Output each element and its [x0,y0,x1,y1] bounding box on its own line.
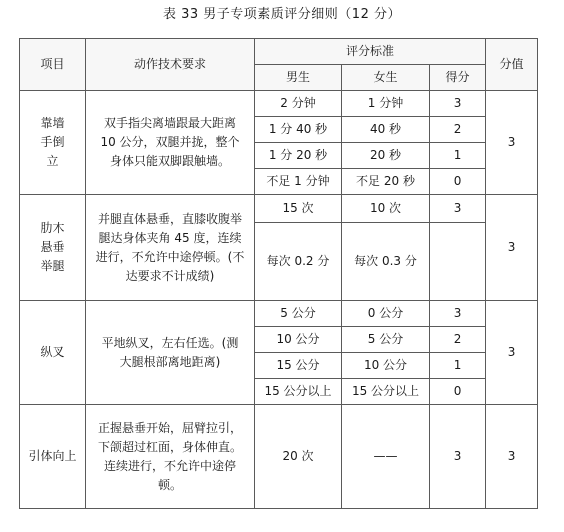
points-cell: 1 [430,353,486,379]
male-standard: 1 分 40 秒 [255,117,342,143]
male-standard: 10 公分 [255,327,342,353]
item-name [20,195,86,301]
requirement-line: 顿。 [157,477,182,492]
header-criteria: 评分标准 [255,39,486,65]
male-standard: 15 公分以上 [255,379,342,405]
requirement-line: 双手指尖离墙跟最大距离 [103,116,236,130]
requirement-line: 腿达身体夹角 45 度，连续 [98,230,242,245]
item-name-line: 肋木 [40,221,65,235]
female-standard: —— [342,405,430,509]
item-name [20,405,86,509]
points-cell: 3 [430,301,486,327]
points-cell: 3 [430,91,486,117]
requirement-line: 10 公分，双腿并拢，整个 [100,135,240,149]
item-name-line: 引体向上 [28,449,77,463]
item-value: 3 [486,405,538,509]
item-name-line: 靠墙 [40,116,65,130]
item-name-line: 举腿 [40,259,65,273]
male-standard: 5 公分 [255,301,342,327]
female-standard: 5 公分 [342,327,430,353]
male-standard: 2 分钟 [255,91,342,117]
requirement-line: 达要求不计成绩) [125,268,215,283]
points-cell: 3 [430,195,486,223]
item-name-line: 手倒 [40,135,65,149]
item-value: 3 [486,301,538,405]
requirement-line: 正握悬垂开始，屈臂拉引， [97,420,242,435]
item-name-line: 悬垂 [40,240,65,254]
female-standard: 40 秒 [342,117,430,143]
table-row [20,405,538,509]
item-requirement [86,195,255,301]
points-cell: 0 [430,169,486,195]
female-standard: 15 公分以上 [342,379,430,405]
item-name [20,301,86,405]
item-name-line: 立 [46,154,59,168]
header-requirement: 动作技术要求 [86,39,255,91]
table-row [20,91,538,117]
requirement-line: 平地纵叉，左右任选。(测 [101,335,239,350]
item-name-line: 纵叉 [40,345,65,359]
table-row [20,195,538,223]
item-requirement [86,91,255,195]
requirement-line: 身体只能双脚跟触墙。 [109,154,230,168]
male-standard: 15 次 [255,195,342,223]
points-cell: 0 [430,379,486,405]
points-cell: 3 [430,405,486,509]
requirement-line: 并腿直体悬垂，直膝收腹举 [97,211,242,226]
header-row [20,39,538,65]
female-standard: 不足 20 秒 [342,169,430,195]
requirement-line: 下颌超过杠面，身体伸直。 [97,439,242,454]
header-points: 得分 [430,65,486,91]
points-cell: 2 [430,117,486,143]
female-standard: 20 秒 [342,143,430,169]
female-standard: 每次 0.3 分 [342,223,430,301]
item-value: 3 [486,195,538,301]
female-standard: 0 公分 [342,301,430,327]
points-cell: 1 [430,143,486,169]
male-standard: 不足 1 分钟 [255,169,342,195]
male-standard: 1 分 20 秒 [255,143,342,169]
header-male: 男生 [255,65,342,91]
item-name [20,91,86,195]
points-cell [430,223,486,301]
male-standard: 每次 0.2 分 [255,223,342,301]
header-item: 项目 [20,39,86,91]
table-row [20,301,538,327]
item-value: 3 [486,91,538,195]
requirement-line: 大腿根部离地距离) [119,354,221,369]
table-title: 表 33 男子专项素质评分细则（12 分） [163,7,401,22]
header-score-value: 分值 [486,39,538,91]
header-female: 女生 [342,65,430,91]
male-standard: 20 次 [255,405,342,509]
requirement-line: 进行，不允许中途停顿。(不 [95,249,245,264]
item-requirement [86,301,255,405]
scoring-table [19,38,538,509]
male-standard: 15 公分 [255,353,342,379]
female-standard: 1 分钟 [342,91,430,117]
female-standard: 10 次 [342,195,430,223]
points-cell: 2 [430,327,486,353]
female-standard: 10 公分 [342,353,430,379]
item-requirement [86,405,255,509]
requirement-line: 连续进行，不允许中途停 [103,458,236,473]
